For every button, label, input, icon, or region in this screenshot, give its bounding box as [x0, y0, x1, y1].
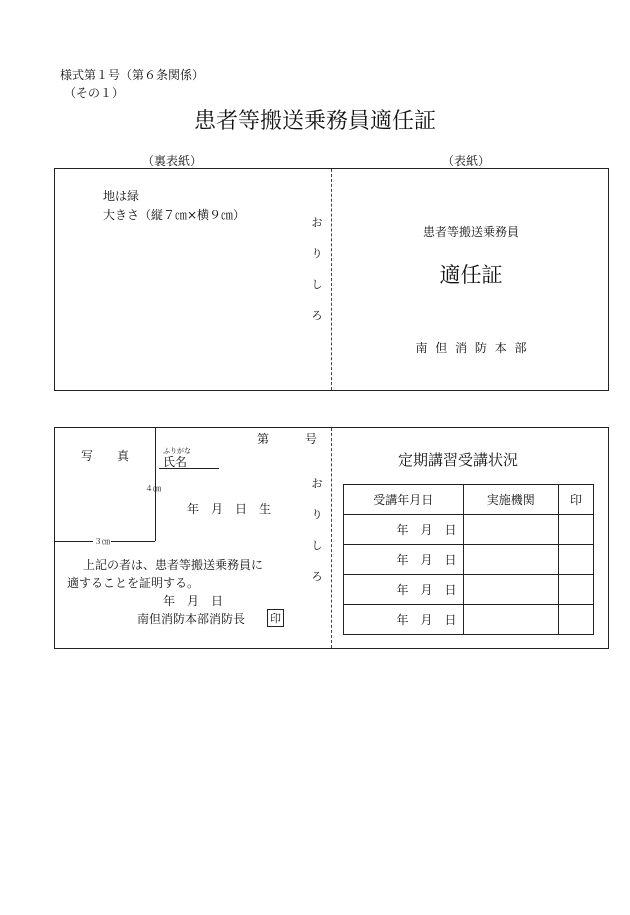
- birth-date-label: 年 月 日 生: [187, 502, 272, 516]
- fold-line: [331, 428, 332, 648]
- seal-box: 印: [267, 609, 284, 627]
- fold-mark: お り し ろ: [311, 477, 323, 583]
- front-title: 適任証: [439, 263, 503, 287]
- back-cover-label: （裏表紙）: [142, 154, 203, 168]
- header-institution: 実施機関: [463, 485, 559, 515]
- table-row: 年 月 日: [344, 605, 594, 635]
- fold-line: [331, 169, 332, 390]
- card-number: 第 号: [257, 432, 318, 446]
- table-row: 年 月 日: [344, 515, 594, 545]
- header-seal: 印: [559, 485, 594, 515]
- header-date: 受講年月日: [344, 485, 464, 515]
- page-title: 患者等搬送乗務員適任証: [193, 109, 436, 134]
- table-row: 年 月 日: [344, 575, 594, 605]
- size-note: 大きさ（縦７㎝×横９㎝）: [103, 208, 246, 222]
- front-subtitle: 患者等搬送乗務員: [422, 225, 519, 239]
- photo-height-label: ４㎝: [145, 484, 161, 493]
- fold-mark: お り し ろ: [311, 216, 323, 322]
- training-table: [343, 484, 594, 635]
- name-label: 氏名: [163, 455, 188, 469]
- photo-label: 写 真: [81, 449, 130, 463]
- front-cover-label: （表紙）: [442, 154, 491, 168]
- name-underline: [159, 468, 219, 469]
- card-cover: [54, 168, 609, 391]
- certify-date: 年 月 日: [163, 594, 224, 608]
- certify-line1: 上記の者は、患者等搬送乗務員に: [83, 558, 264, 572]
- color-note: 地は緑: [103, 189, 140, 203]
- photo-width-label: ３㎝: [94, 537, 110, 546]
- furigana-label: ふりがな: [163, 447, 191, 455]
- training-title: 定期講習受講状況: [398, 451, 519, 469]
- issuer-name: 南但消防本部消防長: [137, 612, 246, 626]
- table-row: 年 月 日: [344, 545, 594, 575]
- form-subnumber: （その１）: [64, 86, 125, 100]
- front-issuer: 南 但 消 防 本 部: [415, 341, 527, 355]
- form-number: 様式第１号（第６条関係）: [60, 68, 205, 82]
- certify-line2: 適することを証明する。: [67, 576, 200, 590]
